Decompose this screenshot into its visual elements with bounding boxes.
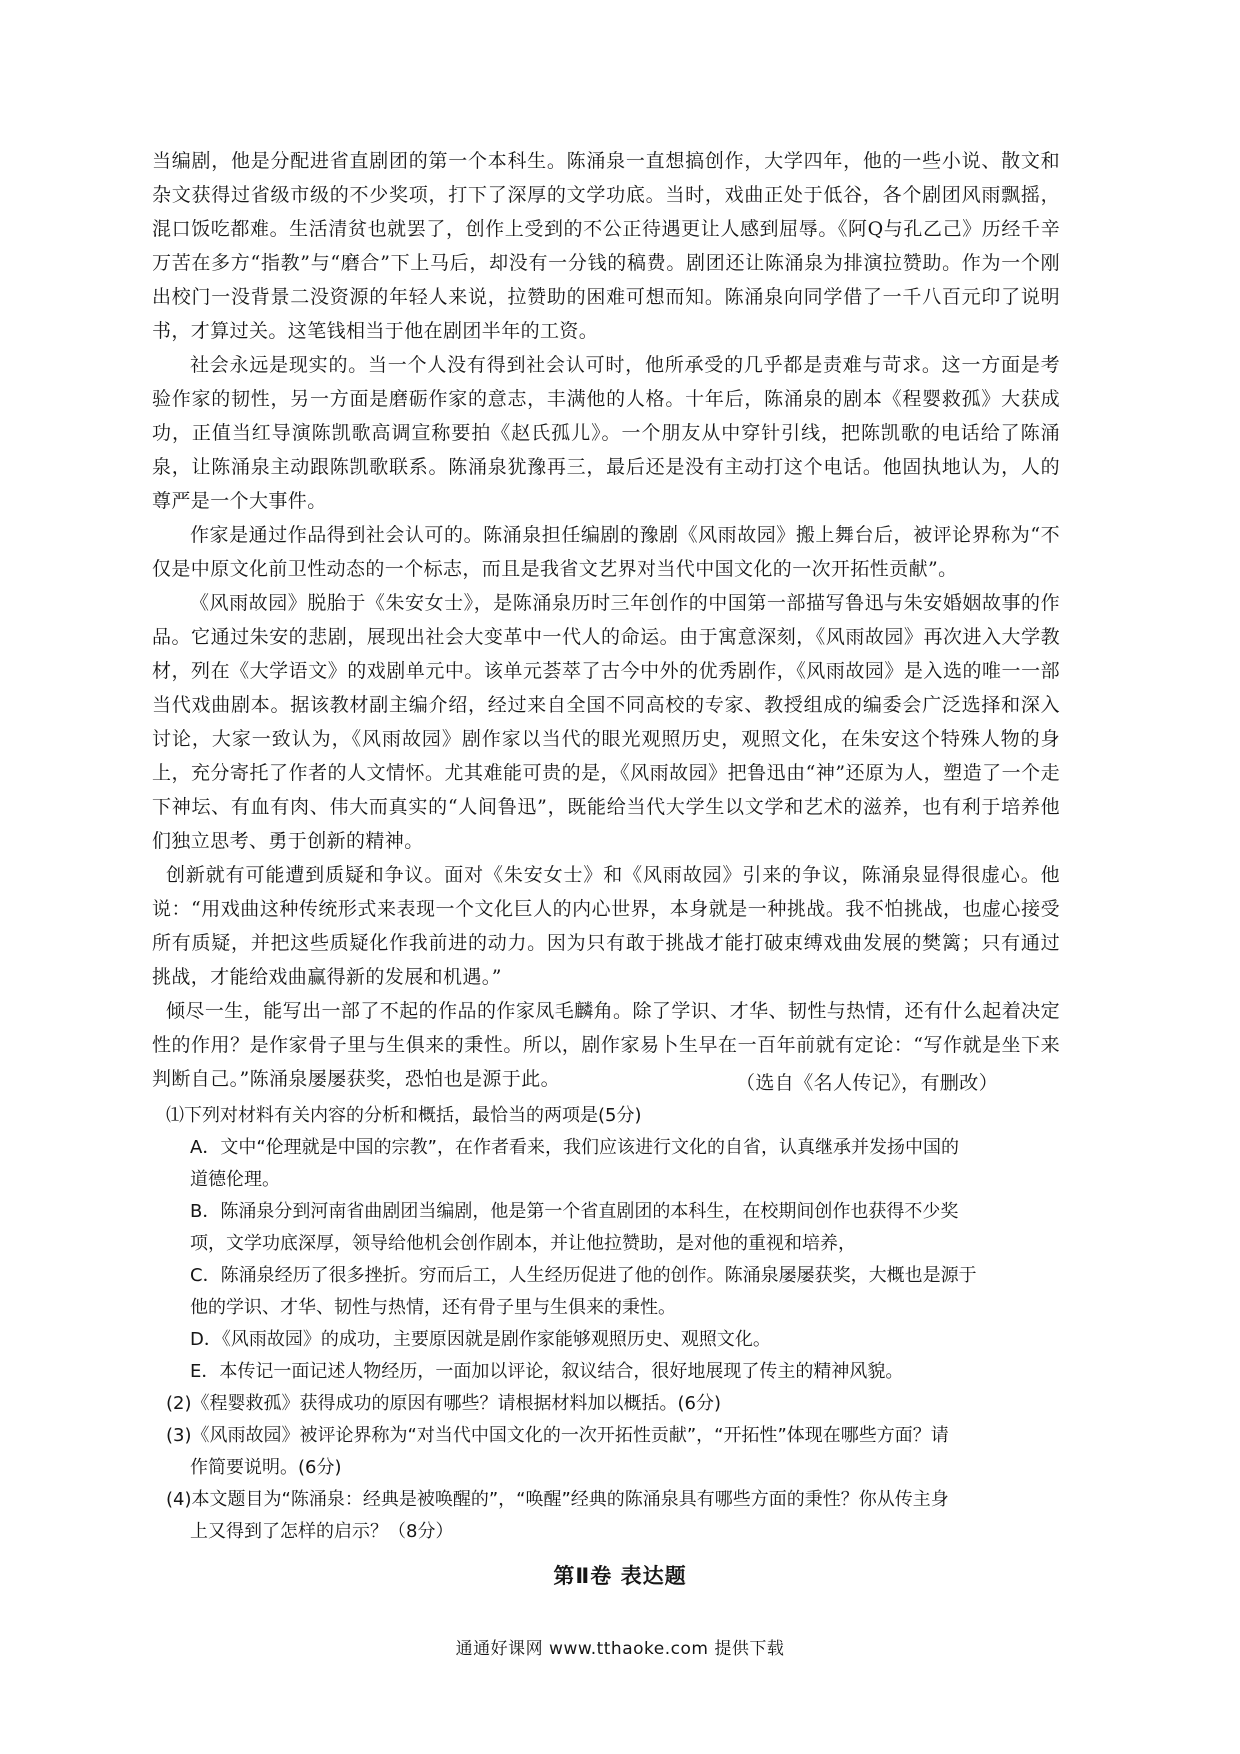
section-title: 第Ⅱ卷 表达题 (553, 1564, 687, 1588)
option-b-line-1: B．陈涌泉分到河南省曲剧团当编剧，他是第一个省直剧团的本科生，在校期间创作也获得不少奖 (190, 1201, 959, 1222)
question-4-line-2: 上又得到了怎样的启示？（8分） (190, 1521, 454, 1542)
option-d: D．《风雨故园》的成功，主要原因就是剧作家能够观照历史、观照文化。 (190, 1329, 771, 1350)
passage-paragraph-2: 社会永远是现实的。当一个人没有得到社会认可时，他所承受的几乎都是责难与苛求。这一方面是考验作家的韧性，另一方面是磨砺作家的意志，丰满他的人格。十年后，陈涌泉的剧本《程婴救孤》大获成功，正值当红导演陈凯歌高调宣称要拍《赵氏孤儿》。一个朋友从中穿针引线，把陈凯歌的电话给了陈涌泉，让陈涌泉主动跟陈凯歌联系。陈涌泉犹豫再三，最后还是没有主动打这个电话。他固执地认为，人的尊严是一个大事件。 (152, 354, 1060, 512)
passage-paragraph-5: 创新就有可能遭到质疑和争议。面对《朱安女士》和《风雨故园》引来的争议，陈涌泉显得很虚心。他说：“用戏曲这种传统形式来表现一个文化巨人的内心世界，本身就是一种挑战。我不怕挑战，也虚心接受所有质疑，并把这些质疑化作我前进的动力。因为只有敢于挑战才能打破束缚戏曲发展的樊篱；只有通过挑战，才能给戏曲赢得新的发展和机遇。” (152, 864, 1060, 988)
option-b-line-2: 项，文学功底深厚，领导给他机会创作剧本，并让他拉赞助，是对他的重视和培养， (190, 1233, 856, 1254)
option-a-line-2: 道德伦理。 (190, 1169, 280, 1190)
question-3-line-2: 作简要说明。(6分) (190, 1457, 342, 1478)
passage-source: （选自《名人传记》，有删改） (736, 1072, 999, 1094)
passage-paragraph-1: 当编剧，他是分配进省直剧团的第一个本科生。陈涌泉一直想搞创作，大学四年，他的一些小说、散文和杂文获得过省级市级的不少奖项，打下了深厚的文学功底。当时，戏曲正处于低谷，各个剧团风雨飘摇，混口饭吃都难。生活清贫也就罢了，创作上受到的不公正待遇更让人感到屈辱。《阿Q与孔乙己》历经千辛万苦在多方“指教”与“磨合”下上马后，却没有一分钱的稿费。剧团还让陈涌泉为排演拉赞助。作为一个刚出校门一没背景二没资源的年轻人来说，拉赞助的困难可想而知。陈涌泉向同学借了一千八百元印了说明书，才算过关。这笔钱相当于他在剧团半年的工资。 (152, 150, 1060, 342)
option-a-line-1: A．文中“伦理就是中国的宗教”，在作者看来，我们应该进行文化的自省，认真继承并发扬中国的 (190, 1137, 959, 1158)
question-1: ⑴下列对材料有关内容的分析和概括，最恰当的两项是(5分) (166, 1105, 642, 1126)
passage-paragraph-3: 作家是通过作品得到社会认可的。陈涌泉担任编剧的豫剧《风雨故园》搬上舞台后，被评论界称为“不仅是中原文化前卫性动态的一个标志，而且是我省文艺界对当代中国文化的一次开拓性贡献”。 (152, 524, 1060, 580)
page-footer: 通通好课网 www.tthaoke.com 提供下载 (455, 1639, 785, 1659)
option-c-line-2: 他的学识、才华、韧性与热情，还有骨子里与生俱来的秉性。 (190, 1297, 676, 1318)
option-c-line-1: C．陈涌泉经历了很多挫折。穷而后工，人生经历促进了他的创作。陈涌泉屡屡获奖，大概也是源于 (190, 1265, 977, 1286)
question-3-line-1: (3)《风雨故园》被评论界称为“对当代中国文化的一次开拓性贡献”，“开拓性”体现在哪些方面？请 (166, 1425, 949, 1446)
passage (152, 144, 1060, 1096)
question-4-line-1: (4)本文题目为“陈涌泉：经典是被唤醒的”，“唤醒”经典的陈涌泉具有哪些方面的秉性？你从传主身 (166, 1489, 949, 1510)
option-e: E．本传记一面记述人物经历，一面加以评论，叙议结合，很好地展现了传主的精神风貌。 (190, 1361, 904, 1382)
passage-paragraph-6: 倾尽一生，能写出一部了不起的作品的作家凤毛麟角。除了学识、才华、韧性与热情，还有什么起着决定性的作用？是作家骨子里与生俱来的秉性。所以，剧作家易卜生早在一百年前就有定论：“写作就是坐下来判断自己。”陈涌泉屡屡获奖，恐怕也是源于此。 (152, 1000, 1060, 1090)
questions (166, 1100, 1046, 1548)
passage-paragraph-4: 《风雨故园》脱胎于《朱安女士》，是陈涌泉历时三年创作的中国第一部描写鲁迅与朱安婚姻故事的作品。它通过朱安的悲剧，展现出社会大变革中一代人的命运。由于寓意深刻，《风雨故园》再次进入大学教材，列在《大学语文》的戏剧单元中。该单元荟萃了古今中外的优秀剧作，《风雨故园》是入选的唯一一部当代戏曲剧本。据该教材副主编介绍，经过来自全国不同高校的专家、教授组成的编委会广泛选择和深入讨论，大家一致认为，《风雨故园》剧作家以当代的眼光观照历史，观照文化，在朱安这个特殊人物的身上，充分寄托了作者的人文情怀。尤其难能可贵的是，《风雨故园》把鲁迅由“神”还原为人，塑造了一个走下神坛、有血有肉、伟大而真实的“人间鲁迅”，既能给当代大学生以文学和艺术的滋养，也有利于培养他们独立思考、勇于创新的精神。 (152, 592, 1060, 852)
question-2: (2)《程婴救孤》获得成功的原因有哪些？请根据材料加以概括。(6分) (166, 1393, 721, 1414)
